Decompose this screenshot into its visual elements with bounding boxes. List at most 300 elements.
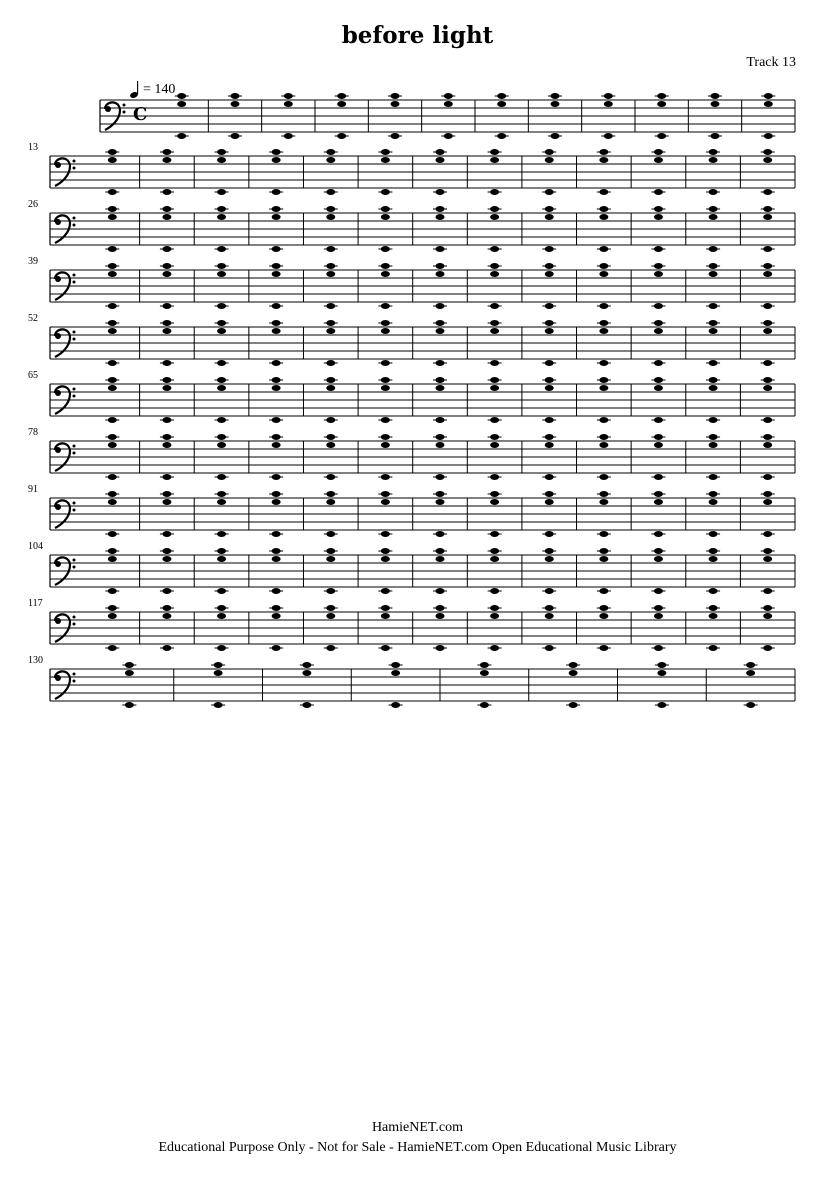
notehead (599, 377, 608, 383)
notehead (381, 417, 390, 423)
notehead (217, 417, 226, 423)
notehead (604, 133, 613, 139)
notehead (654, 320, 663, 326)
notehead (709, 531, 718, 537)
notehead (108, 556, 117, 562)
notehead (599, 531, 608, 537)
notehead (108, 360, 117, 366)
notehead (326, 214, 335, 220)
notehead (108, 385, 117, 391)
notehead (217, 613, 226, 619)
notehead (763, 328, 772, 334)
notehead (231, 133, 240, 139)
notehead (272, 328, 281, 334)
notehead (381, 189, 390, 195)
notehead (763, 303, 772, 309)
notehead (763, 189, 772, 195)
notehead (436, 499, 445, 505)
notehead (709, 548, 718, 554)
notehead (272, 206, 281, 212)
notehead (391, 702, 400, 708)
notehead (436, 149, 445, 155)
notehead (108, 303, 117, 309)
notehead (709, 605, 718, 611)
notehead (436, 360, 445, 366)
notehead (272, 613, 281, 619)
notehead (326, 548, 335, 554)
notehead (490, 474, 499, 480)
notehead (381, 149, 390, 155)
notehead (381, 360, 390, 366)
notehead (272, 385, 281, 391)
notehead (654, 442, 663, 448)
tempo-text: = 140 (143, 82, 176, 97)
notehead (709, 303, 718, 309)
notehead (709, 189, 718, 195)
notehead (657, 670, 666, 676)
notehead (490, 613, 499, 619)
notehead (480, 662, 489, 668)
notehead (763, 588, 772, 594)
notehead (217, 206, 226, 212)
notehead (436, 157, 445, 163)
notehead (326, 149, 335, 155)
time-signature: C (133, 104, 148, 125)
notehead (490, 377, 499, 383)
notehead (391, 101, 400, 107)
notehead (545, 377, 554, 383)
notehead (284, 133, 293, 139)
notehead (599, 303, 608, 309)
notehead (709, 263, 718, 269)
notehead (763, 474, 772, 480)
notehead (326, 556, 335, 562)
notehead (599, 385, 608, 391)
notehead (569, 702, 578, 708)
notehead (599, 214, 608, 220)
notehead (545, 588, 554, 594)
notehead (599, 246, 608, 252)
notehead (381, 613, 390, 619)
notehead (654, 417, 663, 423)
notehead (272, 214, 281, 220)
notehead (108, 531, 117, 537)
notehead (436, 328, 445, 334)
notehead (657, 662, 666, 668)
notehead (381, 385, 390, 391)
notehead (545, 149, 554, 155)
notehead (657, 702, 666, 708)
notehead (217, 588, 226, 594)
notehead (709, 417, 718, 423)
notehead (326, 434, 335, 440)
notehead (177, 101, 186, 107)
notehead (764, 93, 773, 99)
notehead (272, 320, 281, 326)
notehead (272, 189, 281, 195)
notehead (763, 360, 772, 366)
notehead (654, 377, 663, 383)
notehead (709, 360, 718, 366)
notehead (604, 93, 613, 99)
notehead (551, 133, 560, 139)
notehead (108, 548, 117, 554)
notehead (381, 442, 390, 448)
notehead (763, 548, 772, 554)
notehead (490, 556, 499, 562)
notehead (545, 442, 554, 448)
notehead (545, 645, 554, 651)
notehead (326, 377, 335, 383)
notehead (599, 491, 608, 497)
notehead (436, 320, 445, 326)
notehead (381, 157, 390, 163)
measure-number: 52 (28, 313, 38, 324)
notehead (108, 328, 117, 334)
notehead (599, 556, 608, 562)
notehead (162, 442, 171, 448)
notehead (381, 206, 390, 212)
notehead (545, 474, 554, 480)
notehead (599, 328, 608, 334)
notehead (497, 133, 506, 139)
notehead (162, 189, 171, 195)
notehead (302, 670, 311, 676)
notehead (490, 360, 499, 366)
notehead (490, 605, 499, 611)
notehead (381, 531, 390, 537)
notehead (381, 434, 390, 440)
piece-title: before light (341, 22, 494, 49)
notehead (272, 491, 281, 497)
notehead (326, 531, 335, 537)
notehead (444, 133, 453, 139)
notehead (436, 491, 445, 497)
notehead (763, 320, 772, 326)
notehead (709, 385, 718, 391)
notehead (162, 588, 171, 594)
notehead (654, 149, 663, 155)
measure-number: 117 (28, 598, 43, 609)
notehead (217, 149, 226, 155)
notehead (108, 442, 117, 448)
notehead (436, 474, 445, 480)
notehead (599, 271, 608, 277)
notehead (497, 93, 506, 99)
notehead (490, 531, 499, 537)
notehead (272, 474, 281, 480)
notehead (217, 645, 226, 651)
notehead (162, 491, 171, 497)
notehead (231, 101, 240, 107)
notehead (326, 320, 335, 326)
notehead (709, 434, 718, 440)
notehead (545, 206, 554, 212)
notehead (162, 377, 171, 383)
notehead (162, 385, 171, 391)
notehead (162, 613, 171, 619)
notehead (654, 328, 663, 334)
notehead (337, 101, 346, 107)
notehead (709, 613, 718, 619)
notehead (599, 263, 608, 269)
notehead (436, 206, 445, 212)
notehead (108, 189, 117, 195)
notehead (214, 662, 223, 668)
notehead (764, 101, 773, 107)
notehead (381, 548, 390, 554)
notehead (391, 662, 400, 668)
notehead (326, 189, 335, 195)
notehead (217, 605, 226, 611)
notehead (490, 417, 499, 423)
notehead (108, 157, 117, 163)
notehead (490, 491, 499, 497)
notehead (709, 246, 718, 252)
notehead (381, 645, 390, 651)
notehead (545, 189, 554, 195)
measure-number: 91 (28, 484, 38, 495)
notehead (436, 377, 445, 383)
notehead (217, 474, 226, 480)
notehead (599, 613, 608, 619)
notehead (763, 206, 772, 212)
notehead (125, 670, 134, 676)
notehead (657, 133, 666, 139)
notehead (763, 442, 772, 448)
notehead (545, 605, 554, 611)
notehead (709, 645, 718, 651)
notehead (272, 588, 281, 594)
notehead (490, 328, 499, 334)
notehead (177, 93, 186, 99)
notehead (162, 556, 171, 562)
notehead (108, 605, 117, 611)
notehead (490, 271, 499, 277)
piece-subtitle: Track 13 (746, 55, 796, 70)
notehead (545, 157, 554, 163)
notehead (108, 474, 117, 480)
notehead (162, 434, 171, 440)
notehead (217, 189, 226, 195)
measure-number: 26 (28, 199, 38, 210)
notehead (272, 605, 281, 611)
notehead (272, 442, 281, 448)
notehead (654, 157, 663, 163)
measure-number: 78 (28, 427, 38, 438)
notehead (381, 499, 390, 505)
notehead (108, 613, 117, 619)
notehead (337, 133, 346, 139)
notehead (108, 645, 117, 651)
notehead (569, 662, 578, 668)
notehead (381, 605, 390, 611)
notehead (272, 377, 281, 383)
notehead (436, 303, 445, 309)
notehead (436, 548, 445, 554)
notehead (763, 499, 772, 505)
notehead (162, 531, 171, 537)
notehead (162, 246, 171, 252)
notehead (709, 474, 718, 480)
notehead (763, 214, 772, 220)
notehead (326, 588, 335, 594)
notehead (381, 271, 390, 277)
measure-number: 104 (28, 541, 43, 552)
notehead (108, 499, 117, 505)
notehead (217, 360, 226, 366)
notehead (764, 133, 773, 139)
notehead (709, 214, 718, 220)
notehead (284, 101, 293, 107)
notehead (217, 385, 226, 391)
notehead (763, 531, 772, 537)
notehead (599, 149, 608, 155)
notehead (746, 670, 755, 676)
notehead (162, 360, 171, 366)
notehead (108, 491, 117, 497)
notehead (599, 320, 608, 326)
notehead (436, 605, 445, 611)
notehead (490, 385, 499, 391)
notehead (545, 556, 554, 562)
notehead (217, 328, 226, 334)
notehead (381, 246, 390, 252)
notehead (337, 93, 346, 99)
notehead (162, 474, 171, 480)
notehead (654, 556, 663, 562)
notehead (217, 499, 226, 505)
notehead (545, 214, 554, 220)
notehead (654, 645, 663, 651)
notehead (436, 189, 445, 195)
notehead (391, 133, 400, 139)
notehead (709, 206, 718, 212)
notehead (326, 499, 335, 505)
notehead (599, 474, 608, 480)
notehead (217, 320, 226, 326)
notehead (480, 702, 489, 708)
notehead (763, 417, 772, 423)
notehead (162, 417, 171, 423)
measure-number: 130 (28, 655, 43, 666)
notehead (272, 149, 281, 155)
notehead (763, 491, 772, 497)
notehead (162, 499, 171, 505)
notehead (480, 670, 489, 676)
notehead (599, 588, 608, 594)
notehead (391, 93, 400, 99)
notehead (763, 246, 772, 252)
notehead (272, 263, 281, 269)
notehead (604, 101, 613, 107)
notehead (217, 556, 226, 562)
notehead (599, 157, 608, 163)
notehead (545, 499, 554, 505)
notehead (272, 246, 281, 252)
notehead (272, 548, 281, 554)
notehead (272, 434, 281, 440)
notehead (217, 214, 226, 220)
notehead (654, 474, 663, 480)
notehead (444, 93, 453, 99)
notehead (436, 214, 445, 220)
notehead (711, 133, 720, 139)
notehead (711, 101, 720, 107)
notehead (490, 320, 499, 326)
notehead (545, 360, 554, 366)
notehead (436, 556, 445, 562)
notehead (490, 442, 499, 448)
notehead (599, 499, 608, 505)
notehead (217, 246, 226, 252)
notehead (711, 93, 720, 99)
notehead (654, 613, 663, 619)
notehead (763, 157, 772, 163)
notehead (214, 670, 223, 676)
notehead (545, 328, 554, 334)
notehead (545, 385, 554, 391)
notehead (381, 556, 390, 562)
notehead (326, 157, 335, 163)
notehead (125, 662, 134, 668)
notehead (162, 320, 171, 326)
notehead (654, 214, 663, 220)
notehead (217, 434, 226, 440)
notehead (746, 702, 755, 708)
notehead (381, 214, 390, 220)
notehead (599, 417, 608, 423)
notehead (162, 271, 171, 277)
notehead (654, 434, 663, 440)
notehead (326, 605, 335, 611)
notehead (599, 360, 608, 366)
notehead (326, 360, 335, 366)
notehead (108, 263, 117, 269)
notehead (162, 303, 171, 309)
notehead (162, 214, 171, 220)
footer-site: HamieNET.com (371, 1120, 464, 1135)
notehead (490, 214, 499, 220)
notehead (326, 385, 335, 391)
notehead (272, 157, 281, 163)
notehead (763, 645, 772, 651)
notehead (162, 328, 171, 334)
notehead (436, 645, 445, 651)
notehead (284, 93, 293, 99)
notehead (108, 377, 117, 383)
notehead (763, 149, 772, 155)
notehead (497, 101, 506, 107)
notehead (763, 385, 772, 391)
notehead (545, 417, 554, 423)
notehead (545, 271, 554, 277)
notehead (709, 588, 718, 594)
notehead (381, 491, 390, 497)
notehead (108, 149, 117, 155)
notehead (326, 645, 335, 651)
notehead (436, 531, 445, 537)
notehead (599, 434, 608, 440)
notehead (599, 442, 608, 448)
notehead (326, 328, 335, 334)
notehead (490, 189, 499, 195)
notehead (436, 613, 445, 619)
notehead (326, 303, 335, 309)
notehead (654, 271, 663, 277)
notehead (709, 320, 718, 326)
notehead (162, 645, 171, 651)
